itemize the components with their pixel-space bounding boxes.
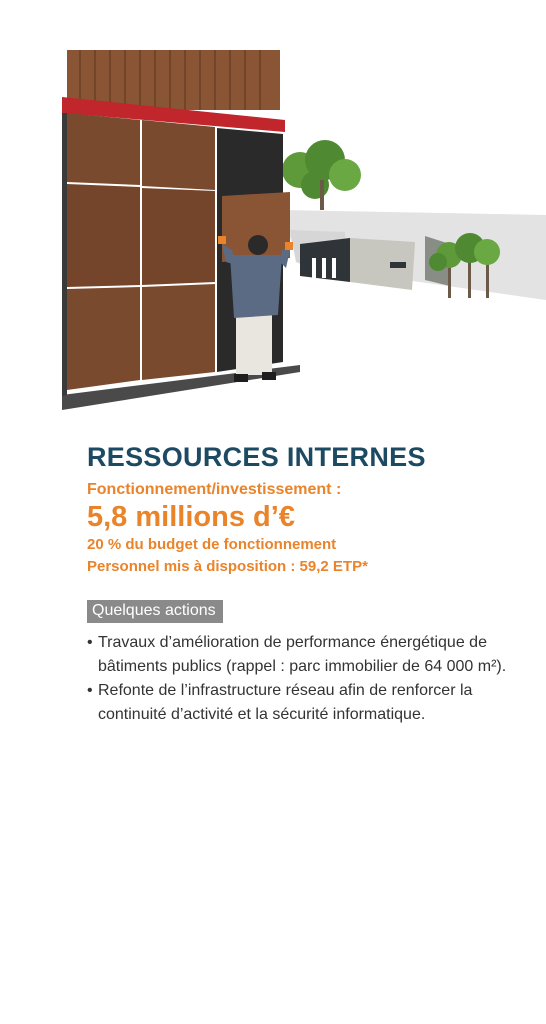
staff-count: Personnel mis à disposition : 59,2 ETP* [87,558,368,575]
funding-amount: 5,8 millions d’€ [87,501,295,533]
actions-list [87,631,527,727]
budget-share: 20 % du budget de fonctionnement [87,536,337,553]
actions-tag: Quelques actions [87,600,223,623]
action-text: Travaux d’amélioration de performance énergétique de bâtiments publics (rappel : parc immobilier de 64 000 m²). [98,634,507,675]
list-item [87,679,527,727]
list-item [87,631,527,679]
bullet: • [87,634,93,651]
tree-top-left [282,140,361,210]
building-window [322,258,326,278]
building-opening [390,262,406,268]
action-text: Refonte de l’infrastructure réseau afin de renforcer la continuité d’activité et la sécurité informatique. [98,682,473,723]
content-block [87,440,527,727]
bullet: • [87,682,93,699]
building-window [332,258,336,278]
building-window [312,258,316,278]
funding-label: Fonctionnement/investissement : [87,481,342,498]
illustration-worker-wall [0,0,546,420]
section-title: RESSOURCES INTERNES [87,442,426,472]
